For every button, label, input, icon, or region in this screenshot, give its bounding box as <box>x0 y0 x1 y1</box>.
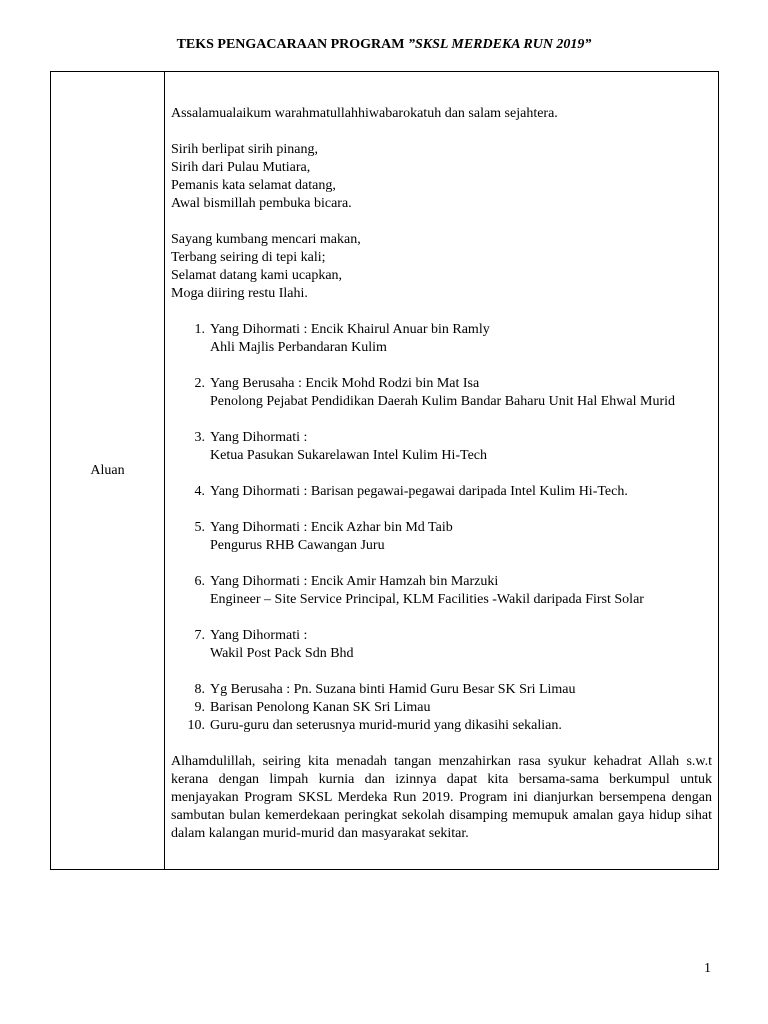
guest-title: Yang Dihormati : <box>210 628 308 643</box>
guest-title: Guru-guru dan seterusnya murid-murid yang dikasihi sekalian. <box>210 718 562 733</box>
guest-number: 9. <box>194 700 205 715</box>
guest-number: 4. <box>194 484 205 499</box>
guest-item <box>171 519 712 555</box>
closing-paragraph: Alhamdulillah, seiring kita menadah tangan menzahirkan rasa syukur kehadrat Allah s.w.t kerana dengan limpah kurnia dan izinnya dapat kita bersama-sama berkumpul untuk menjayakan Program SKSL Merdeka Run 2019. Program ini dianjurkan bersempena dengan sambutan bulan kemerdekaan peringkat sekolah disamping memupuk amalan gaya hidup sihat dalam kalangan murid-murid dan masyarakat sekitar. <box>171 754 712 841</box>
guest-number: 3. <box>194 430 205 445</box>
pantun-1 <box>171 141 712 213</box>
section-content-cell <box>165 72 718 869</box>
guest-position: Engineer – Site Service Principal, KLM Facilities -Wakil daripada First Solar <box>210 592 644 607</box>
guest-title: Yang Dihormati : Barisan pegawai-pegawai daripada Intel Kulim Hi-Tech. <box>210 484 628 499</box>
guest-title: Yang Berusaha : Encik Mohd Rodzi bin Mat Isa <box>210 376 480 391</box>
document-title <box>0 36 768 54</box>
guest-item <box>171 429 712 465</box>
pantun-2 <box>171 231 712 303</box>
guest-item <box>171 627 712 663</box>
guest-number: 6. <box>194 574 205 589</box>
guest-position: Wakil Post Pack Sdn Bhd <box>210 646 354 661</box>
guest-item <box>171 483 712 501</box>
guest-position: Ketua Pasukan Sukarelawan Intel Kulim Hi-Tech <box>210 448 487 463</box>
guest-item <box>171 699 712 717</box>
guest-position: Pengurus RHB Cawangan Juru <box>210 538 385 553</box>
guest-title: Yang Dihormati : <box>210 430 308 445</box>
pantun-line: Sayang kumbang mencari makan, <box>171 232 361 247</box>
pantun-line: Pemanis kata selamat datang, <box>171 178 336 193</box>
guest-title: Yg Berusaha : Pn. Suzana binti Hamid Guru Besar SK Sri Limau <box>210 682 576 697</box>
guest-number: 1. <box>194 322 205 337</box>
title-prefix: TEKS PENGACARAAN PROGRAM <box>176 37 408 52</box>
pantun-line: Terbang seiring di tepi kali; <box>171 250 326 265</box>
pantun-line: Selamat datang kami ucapkan, <box>171 268 343 283</box>
guest-item <box>171 573 712 609</box>
section-label: Aluan <box>90 462 125 478</box>
guest-number: 8. <box>194 682 205 697</box>
pantun-line: Sirih berlipat sirih pinang, <box>171 142 318 157</box>
pantun-line: Moga diiring restu Ilahi. <box>171 286 308 301</box>
guest-title: Yang Dihormati : Encik Khairul Anuar bin Ramly <box>210 322 490 337</box>
guest-number: 2. <box>194 376 205 391</box>
guest-title: Yang Dihormati : Encik Amir Hamzah bin Marzuki <box>210 574 499 589</box>
guest-item <box>171 321 712 357</box>
title-program-name: ”SKSL MERDEKA RUN 2019” <box>407 37 592 52</box>
guest-item <box>171 681 712 699</box>
script-table <box>50 71 719 870</box>
greeting: Assalamualaikum warahmatullahhiwabarokatuh dan salam sejahtera. <box>171 106 558 121</box>
guest-list <box>171 321 712 735</box>
guest-title: Barisan Penolong Kanan SK Sri Limau <box>210 700 431 715</box>
guest-number: 5. <box>194 520 205 535</box>
guest-title: Yang Dihormati : Encik Azhar bin Md Taib <box>210 520 453 535</box>
pantun-line: Sirih dari Pulau Mutiara, <box>171 160 311 175</box>
guest-position: Ahli Majlis Perbandaran Kulim <box>210 340 387 355</box>
guest-item <box>171 717 712 735</box>
guest-item <box>171 375 712 411</box>
pantun-line: Awal bismillah pembuka bicara. <box>171 196 352 211</box>
guest-position: Penolong Pejabat Pendidikan Daerah Kulim Bandar Baharu Unit Hal Ehwal Murid <box>210 394 676 409</box>
page-number: 1 <box>704 961 711 976</box>
guest-number: 10. <box>187 718 205 733</box>
guest-number: 7. <box>194 628 205 643</box>
section-label-cell <box>51 72 165 869</box>
